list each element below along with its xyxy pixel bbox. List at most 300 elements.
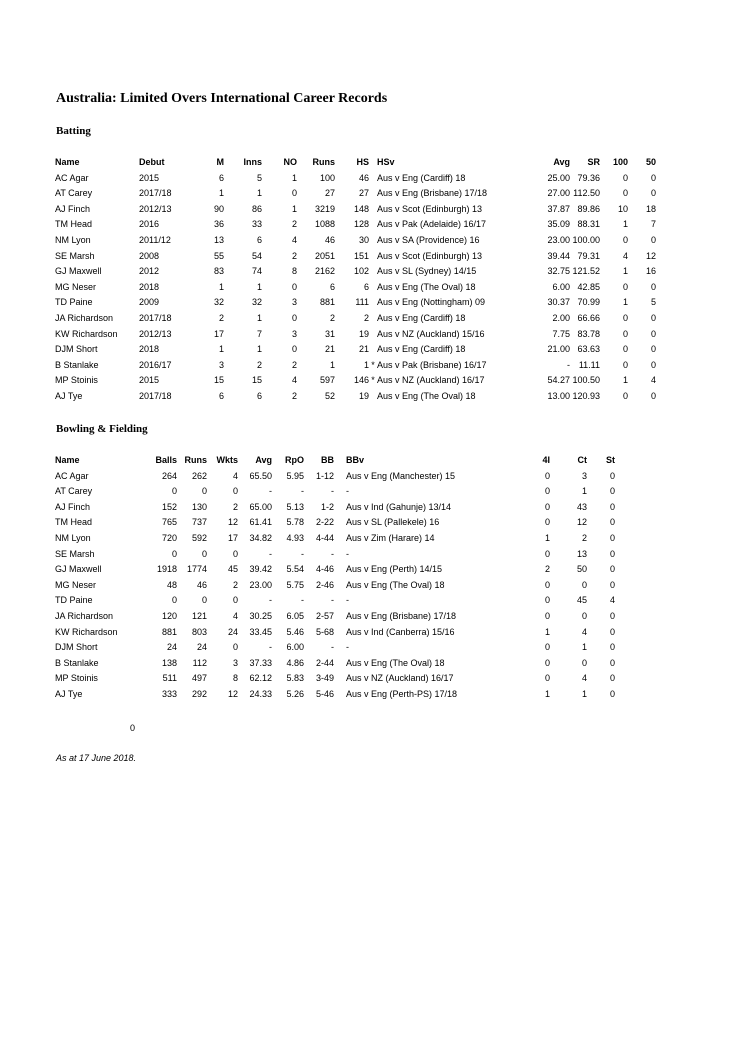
cell-runs-conceded: 112 (192, 657, 207, 668)
cell-four-wickets: 0 (544, 548, 550, 559)
cell-strike-rate: 11.11 (578, 359, 600, 370)
cell-stumpings: 0 (609, 517, 615, 528)
cell-runs-conceded: 592 (191, 532, 207, 543)
cell-not-out-marker (369, 249, 377, 265)
cell-hundreds: 1 (622, 219, 628, 230)
bowling-row (55, 687, 615, 703)
cell-high-score: 30 (358, 234, 369, 245)
cell-average: 30.37 (547, 297, 570, 308)
cell-wickets: 45 (227, 564, 238, 575)
cell-not-outs: 8 (291, 266, 297, 277)
cell-spacer (334, 469, 346, 485)
bowling-row (55, 562, 615, 578)
bowling-row (55, 578, 615, 594)
cell-balls: 1918 (156, 564, 177, 575)
cell-strike-rate: 70.99 (577, 297, 600, 308)
col-header-name: Name (55, 157, 80, 167)
cell-best-bowling-venue: Aus v Eng (Perth-PS) 17/18 (346, 688, 458, 699)
cell-matches: 2 (218, 312, 224, 323)
cell-high-score: 6 (363, 281, 369, 292)
cell-not-out-marker (369, 295, 377, 311)
cell-matches: 36 (213, 219, 224, 230)
batting-row (55, 358, 656, 374)
cell-balls: 120 (161, 610, 177, 621)
cell-not-out-marker (369, 311, 377, 327)
cell-innings: 74 (251, 266, 262, 277)
cell-hundreds: 0 (622, 172, 628, 183)
cell-average: - (567, 359, 570, 370)
cell-best-bowling-venue: Aus v Eng (The Oval) 18 (346, 657, 445, 668)
cell-wickets: 12 (227, 517, 238, 528)
cell-average: 35.09 (547, 219, 570, 230)
cell-name: JA Richardson (55, 610, 114, 621)
cell-average: 65.50 (249, 470, 272, 481)
cell-catches: 43 (576, 501, 587, 512)
cell-best-bowling-venue: - (346, 548, 349, 559)
cell-catches: 0 (581, 579, 587, 590)
cell-name: AT Carey (55, 486, 93, 497)
col-header-balls: Balls (155, 455, 177, 465)
bowling-row (55, 671, 615, 687)
cell-strike-rate: 79.31 (577, 250, 600, 261)
footnote: As at 17 June 2018. (56, 753, 137, 763)
cell-average: 39.44 (547, 250, 570, 261)
cell-name: AC Agar (55, 172, 89, 183)
cell-average: - (269, 486, 272, 497)
cell-not-outs: 2 (291, 250, 297, 261)
cell-average: 23.00 (249, 579, 272, 590)
cell-runs-conceded: 24 (196, 642, 207, 653)
col-header-name: Name (55, 455, 80, 465)
cell-runs: 6 (329, 281, 335, 292)
cell-debut: 2012/13 (139, 328, 172, 339)
cell-not-out-marker (369, 202, 377, 218)
cell-innings: 86 (251, 203, 262, 214)
cell-spacer (334, 671, 346, 687)
col-header-runs-conceded: Runs (184, 455, 207, 465)
cell-wickets: 2 (232, 501, 238, 512)
cell-name: MG Neser (55, 281, 97, 292)
cell-best-bowling: - (331, 642, 334, 653)
cell-high-score-venue: Aus v Pak (Brisbane) 16/17 (377, 359, 487, 370)
cell-fifties: 18 (645, 203, 656, 214)
cell-catches: 1 (581, 486, 587, 497)
cell-high-score-venue: Aus v Pak (Adelaide) 16/17 (377, 219, 487, 230)
cell-runs-conceded: 497 (191, 673, 207, 684)
cell-stumpings: 0 (609, 673, 615, 684)
cell-stumpings: 0 (609, 486, 615, 497)
cell-stumpings: 0 (609, 626, 615, 637)
cell-debut: 2016 (139, 219, 160, 230)
cell-high-score-venue: Aus v Eng (The Oval) 18 (377, 390, 476, 401)
col-header-average: Avg (255, 455, 272, 465)
bowling-row (55, 640, 615, 656)
cell-average: 32.75 (547, 266, 570, 277)
cell-high-score-venue: Aus v NZ (Auckland) 15/16 (377, 328, 485, 339)
cell-not-outs: 1 (291, 172, 297, 183)
cell-runs-per-over: - (301, 548, 304, 559)
cell-best-bowling-venue: Aus v NZ (Auckland) 16/17 (346, 673, 454, 684)
cell-name: AJ Finch (55, 203, 91, 214)
cell-average: 62.12 (249, 673, 272, 684)
cell-innings: 15 (251, 375, 262, 386)
col-header-average: Avg (553, 157, 570, 167)
cell-four-wickets: 1 (544, 532, 550, 543)
cell-stumpings: 0 (609, 657, 615, 668)
cell-stumpings: 0 (609, 688, 615, 699)
cell-high-score-venue: Aus v Eng (Brisbane) 17/18 (377, 188, 488, 199)
cell-matches: 90 (213, 203, 224, 214)
cell-strike-rate: 42.85 (577, 281, 600, 292)
cell-stumpings: 0 (609, 610, 615, 621)
cell-four-wickets: 0 (544, 470, 550, 481)
cell-high-score: 102 (353, 266, 369, 277)
cell-name: TM Head (55, 517, 93, 528)
cell-debut: 2018 (139, 344, 160, 355)
cell-best-bowling-venue: Aus v Zim (Harare) 14 (346, 532, 435, 543)
cell-hundreds: 1 (622, 266, 628, 277)
bowling-heading: Bowling & Fielding (56, 423, 148, 435)
cell-runs-conceded: 0 (201, 486, 207, 497)
cell-not-out-marker: * (371, 359, 375, 370)
cell-runs-per-over: 4.86 (286, 657, 304, 668)
bowling-row (55, 515, 615, 531)
cell-fifties: 0 (650, 234, 656, 245)
cell-runs-conceded: 0 (201, 595, 207, 606)
col-header-debut: Debut (139, 157, 165, 167)
col-header-fifties: 50 (645, 157, 656, 167)
cell-high-score: 148 (353, 203, 369, 214)
cell-balls: 333 (161, 688, 177, 699)
cell-stumpings: 0 (609, 564, 615, 575)
cell-name: SE Marsh (55, 548, 95, 559)
cell-runs-per-over: 4.93 (286, 532, 304, 543)
cell-average: 33.45 (249, 626, 272, 637)
batting-row (55, 171, 656, 187)
cell-fifties: 0 (650, 172, 656, 183)
cell-innings: 5 (256, 172, 262, 183)
cell-not-outs: 0 (291, 312, 297, 323)
cell-best-bowling: 4-44 (315, 532, 334, 543)
cell-name: AJ Tye (55, 688, 83, 699)
col-header-catches: Ct (577, 455, 587, 465)
cell-stumpings: 4 (609, 595, 615, 606)
cell-runs-per-over: 5.26 (286, 688, 304, 699)
cell-innings: 1 (256, 188, 262, 199)
cell-four-wickets: 0 (544, 501, 550, 512)
cell-best-bowling: - (331, 548, 334, 559)
cell-not-outs: 3 (291, 297, 297, 308)
cell-high-score: 151 (353, 250, 369, 261)
col-header-high-score: HS (356, 157, 369, 167)
cell-spacer (334, 625, 346, 641)
cell-matches: 32 (213, 297, 224, 308)
cell-wickets: 0 (232, 642, 238, 653)
cell-not-outs: 0 (291, 281, 297, 292)
stray-value: 0 (130, 723, 136, 733)
cell-average: 21.00 (547, 344, 570, 355)
cell-debut: 2015 (139, 172, 160, 183)
cell-runs-per-over: 5.46 (286, 626, 304, 637)
cell-name: NM Lyon (55, 532, 91, 543)
cell-four-wickets: 2 (544, 564, 550, 575)
batting-header-row (55, 155, 656, 171)
cell-balls: 48 (166, 579, 177, 590)
cell-fifties: 0 (650, 312, 656, 323)
cell-average: 39.42 (249, 564, 272, 575)
cell-balls: 264 (161, 470, 177, 481)
batting-row (55, 295, 656, 311)
cell-name: B Stanlake (55, 657, 99, 668)
cell-catches: 4 (581, 626, 587, 637)
cell-fifties: 0 (650, 188, 656, 199)
cell-hundreds: 10 (617, 203, 628, 214)
batting-table (55, 155, 656, 405)
cell-runs: 46 (324, 234, 335, 245)
cell-high-score-venue: Aus v Eng (The Oval) 18 (377, 281, 476, 292)
cell-strike-rate: 120.93 (572, 390, 600, 401)
cell-not-out-marker (369, 171, 377, 187)
bowling-row (55, 531, 615, 547)
cell-not-out-marker (369, 389, 377, 405)
cell-matches: 83 (213, 266, 224, 277)
cell-not-outs: 0 (291, 344, 297, 355)
cell-runs: 1 (329, 359, 335, 370)
batting-row (55, 373, 656, 389)
cell-matches: 13 (213, 234, 224, 245)
cell-high-score-venue: Aus v Scot (Edinburgh) 13 (377, 250, 483, 261)
cell-runs: 597 (319, 375, 335, 386)
cell-high-score-venue: Aus v NZ (Auckland) 16/17 (377, 375, 485, 386)
cell-runs: 2162 (314, 266, 335, 277)
cell-best-bowling-venue: Aus v Ind (Canberra) 15/16 (346, 626, 455, 637)
cell-catches: 0 (581, 657, 587, 668)
cell-four-wickets: 0 (544, 673, 550, 684)
cell-strike-rate: 79.36 (577, 172, 600, 183)
cell-name: MP Stoinis (55, 375, 98, 386)
cell-spacer (334, 593, 346, 609)
cell-strike-rate: 100.50 (572, 375, 600, 386)
cell-matches: 6 (218, 390, 224, 401)
cell-innings: 1 (256, 344, 262, 355)
cell-fifties: 0 (650, 344, 656, 355)
cell-hundreds: 1 (622, 375, 628, 386)
bowling-row (55, 469, 615, 485)
cell-best-bowling: 5-46 (315, 688, 334, 699)
cell-four-wickets: 0 (544, 517, 550, 528)
cell-debut: 2017/18 (139, 312, 172, 323)
cell-runs-conceded: 803 (191, 626, 207, 637)
cell-not-outs: 2 (291, 359, 297, 370)
cell-stumpings: 0 (609, 470, 615, 481)
cell-runs-conceded: 0 (201, 548, 207, 559)
cell-fifties: 16 (645, 266, 656, 277)
cell-four-wickets: 0 (544, 642, 550, 653)
bowling-fielding-table (55, 453, 615, 703)
cell-runs: 1088 (314, 219, 335, 230)
cell-wickets: 0 (232, 548, 238, 559)
cell-best-bowling-venue: Aus v Eng (Brisbane) 17/18 (346, 610, 457, 621)
cell-innings: 33 (251, 219, 262, 230)
cell-name: AC Agar (55, 470, 89, 481)
cell-average: - (269, 595, 272, 606)
cell-not-out-marker (369, 280, 377, 296)
col-header-innings: Inns (243, 157, 262, 167)
col-header-not-outs: NO (283, 157, 297, 167)
cell-stumpings: 0 (609, 532, 615, 543)
cell-high-score-venue: Aus v Eng (Cardiff) 18 (377, 312, 466, 323)
cell-catches: 13 (576, 548, 587, 559)
cell-runs: 52 (324, 390, 335, 401)
cell-name: KW Richardson (55, 626, 118, 637)
batting-row (55, 342, 656, 358)
cell-high-score-venue: Aus v Eng (Cardiff) 18 (377, 344, 466, 355)
col-header-best-bowling-venue: BBv (346, 455, 365, 465)
cell-fifties: 5 (650, 297, 656, 308)
cell-strike-rate: 63.63 (577, 344, 600, 355)
cell-wickets: 0 (232, 486, 238, 497)
cell-matches: 15 (213, 375, 224, 386)
cell-best-bowling-venue: Aus v Eng (Perth) 14/15 (346, 564, 443, 575)
cell-innings: 54 (251, 250, 262, 261)
batting-row (55, 280, 656, 296)
cell-matches: 17 (213, 328, 224, 339)
cell-spacer (334, 500, 346, 516)
cell-runs-conceded: 121 (191, 610, 207, 621)
cell-high-score: 111 (355, 297, 369, 308)
cell-not-outs: 3 (291, 328, 297, 339)
cell-hundreds: 0 (622, 344, 628, 355)
cell-high-score-venue: Aus v Eng (Cardiff) 18 (377, 172, 466, 183)
cell-runs-conceded: 1774 (186, 564, 207, 575)
batting-row (55, 186, 656, 202)
cell-high-score: 128 (353, 219, 369, 230)
cell-catches: 45 (576, 595, 587, 606)
cell-fifties: 0 (650, 328, 656, 339)
cell-spacer (334, 609, 346, 625)
cell-matches: 3 (218, 359, 224, 370)
cell-high-score: 19 (358, 328, 369, 339)
cell-runs-conceded: 46 (196, 579, 207, 590)
cell-best-bowling-venue: Aus v Eng (The Oval) 18 (346, 579, 445, 590)
cell-best-bowling: 4-46 (315, 564, 334, 575)
cell-runs-per-over: 5.78 (286, 517, 304, 528)
col-header-spacer (334, 453, 346, 469)
cell-name: TD Paine (55, 297, 93, 308)
cell-name: SE Marsh (55, 250, 95, 261)
cell-name: NM Lyon (55, 234, 91, 245)
cell-strike-rate: 121.52 (572, 266, 600, 277)
batting-row (55, 327, 656, 343)
batting-row (55, 233, 656, 249)
cell-average: 6.00 (552, 281, 570, 292)
cell-four-wickets: 0 (544, 579, 550, 590)
col-header-star-spacer (369, 155, 377, 171)
cell-high-score-venue: Aus v SL (Sydney) 14/15 (377, 266, 477, 277)
cell-spacer (334, 640, 346, 656)
cell-runs-per-over: 6.00 (286, 642, 304, 653)
cell-average: 2.00 (552, 312, 570, 323)
bowling-row (55, 547, 615, 563)
cell-balls: 881 (161, 626, 177, 637)
cell-innings: 32 (251, 297, 262, 308)
cell-name: AJ Finch (55, 501, 91, 512)
cell-name: TD Paine (55, 595, 93, 606)
cell-best-bowling: 5-68 (315, 626, 334, 637)
bowling-header-row (55, 453, 615, 469)
cell-best-bowling-venue: - (346, 486, 349, 497)
cell-high-score-venue: Aus v SA (Providence) 16 (377, 234, 480, 245)
cell-not-outs: 2 (291, 219, 297, 230)
cell-spacer (334, 531, 346, 547)
cell-name: AJ Tye (55, 390, 83, 401)
cell-not-outs: 4 (291, 375, 297, 386)
cell-wickets: 12 (227, 688, 238, 699)
cell-matches: 1 (218, 344, 224, 355)
cell-average: 25.00 (547, 172, 570, 183)
cell-strike-rate: 112.50 (573, 188, 600, 199)
cell-name: MG Neser (55, 579, 97, 590)
cell-high-score: 19 (358, 390, 369, 401)
cell-wickets: 24 (227, 626, 238, 637)
cell-debut: 2015 (139, 375, 160, 386)
cell-balls: 511 (162, 673, 177, 684)
cell-best-bowling-venue: Aus v Eng (Manchester) 15 (346, 470, 456, 481)
cell-stumpings: 0 (609, 642, 615, 653)
cell-stumpings: 0 (609, 548, 615, 559)
cell-debut: 2012 (139, 266, 160, 277)
cell-best-bowling: - (331, 595, 334, 606)
cell-average: 7.75 (552, 328, 570, 339)
cell-not-out-marker: * (371, 375, 375, 386)
bowling-row (55, 484, 615, 500)
cell-catches: 4 (581, 673, 587, 684)
cell-debut: 2016/17 (139, 359, 172, 370)
cell-strike-rate: 88.31 (577, 219, 600, 230)
col-header-wickets: Wkts (216, 455, 238, 465)
cell-debut: 2017/18 (139, 390, 172, 401)
cell-best-bowling: 2-46 (315, 579, 334, 590)
batting-heading: Batting (56, 125, 91, 137)
cell-hundreds: 0 (622, 390, 628, 401)
cell-runs-conceded: 737 (191, 517, 207, 528)
cell-spacer (334, 578, 346, 594)
cell-balls: 138 (161, 657, 177, 668)
cell-not-outs: 4 (291, 234, 297, 245)
cell-balls: 0 (171, 486, 177, 497)
cell-not-out-marker (369, 186, 377, 202)
cell-catches: 3 (581, 470, 587, 481)
bowling-row (55, 625, 615, 641)
cell-high-score: 1 (363, 359, 369, 370)
cell-best-bowling: 2-57 (315, 610, 334, 621)
cell-runs-conceded: 292 (191, 688, 207, 699)
cell-runs-conceded: 130 (191, 501, 207, 512)
cell-best-bowling: 1-2 (320, 501, 334, 512)
cell-name: DJM Short (55, 344, 98, 355)
cell-balls: 24 (166, 642, 177, 653)
cell-average: 65.00 (249, 501, 272, 512)
cell-wickets: 2 (232, 579, 238, 590)
cell-name: JA Richardson (55, 312, 114, 323)
cell-runs-per-over: 5.13 (286, 501, 304, 512)
cell-not-outs: 0 (291, 188, 297, 199)
cell-not-outs: 2 (291, 390, 297, 401)
cell-wickets: 4 (232, 610, 238, 621)
cell-fifties: 7 (650, 219, 656, 230)
cell-runs: 3219 (314, 203, 335, 214)
cell-best-bowling: 3-49 (315, 673, 334, 684)
